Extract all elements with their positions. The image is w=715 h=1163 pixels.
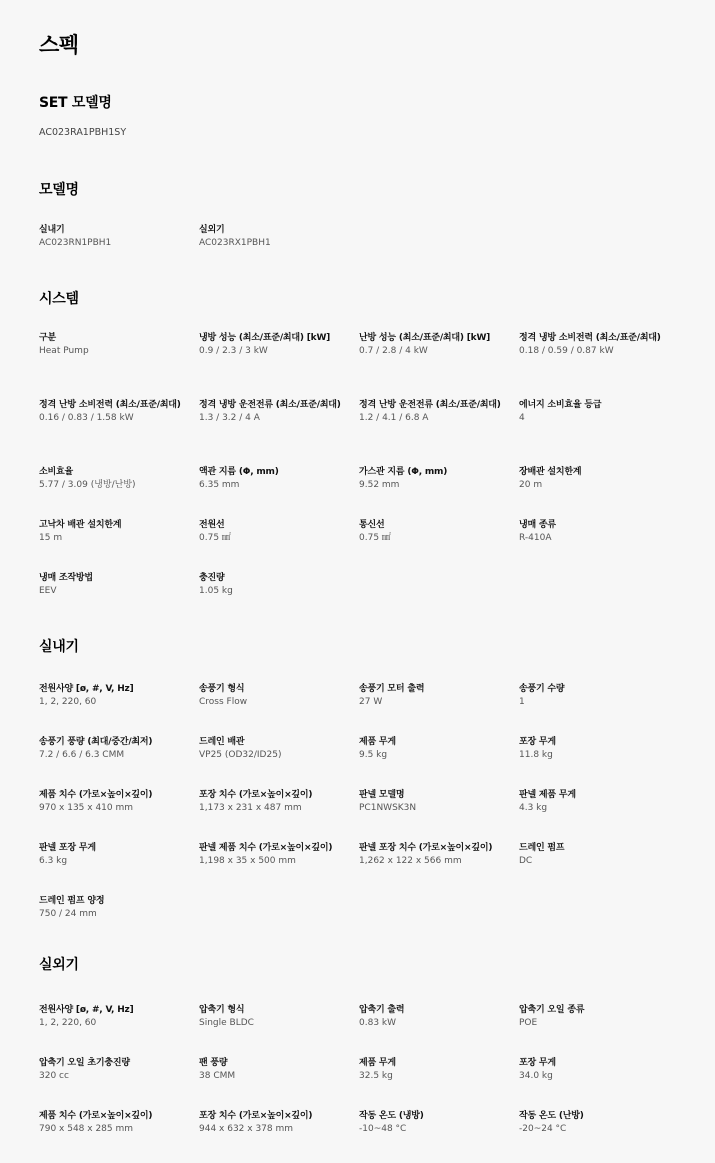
- model-grid: [39, 224, 679, 277]
- model-heading: 모델명: [39, 182, 79, 198]
- spec-label: 송풍기 풍량 (최대/중간/최저): [39, 737, 153, 747]
- spec-label: 전원사양 [ø, #, V, Hz]: [39, 684, 134, 694]
- spec-item: [39, 519, 199, 572]
- spec-item: [199, 736, 359, 789]
- spec-value: 1,198 x 35 x 500 mm: [199, 856, 296, 866]
- spec-label: 난방 성능 (최소/표준/최대) [kW]: [359, 333, 491, 343]
- spec-value: 6.35 mm: [199, 480, 240, 490]
- spec-value: POE: [519, 1018, 538, 1028]
- spec-item: [39, 789, 199, 842]
- spec-item: [199, 1004, 359, 1057]
- spec-item: [519, 789, 679, 842]
- spec-value: VP25 (OD32/ID25): [199, 750, 282, 760]
- spec-label: 냉방 성능 (최소/표준/최대) [kW]: [199, 333, 331, 343]
- spec-item: [199, 789, 359, 842]
- spec-value: -20~24 °C: [519, 1124, 567, 1134]
- spec-value: 790 x 548 x 285 mm: [39, 1124, 134, 1134]
- spec-value: 15 m: [39, 533, 63, 543]
- spec-item: [359, 736, 519, 789]
- spec-label: 드레인 펌프: [519, 843, 565, 853]
- indoor-heading: 실내기: [39, 639, 79, 655]
- spec-value: 27 W: [359, 697, 383, 707]
- spec-label: 압축기 형식: [199, 1005, 245, 1015]
- spec-label: 송풍기 모터 출력: [359, 684, 425, 694]
- spec-value: 11.8 kg: [519, 750, 553, 760]
- spec-value: 1,262 x 122 x 566 mm: [359, 856, 462, 866]
- spec-label: 냉매 조작방법: [39, 573, 93, 583]
- spec-value: 0.9 / 2.3 / 3 kW: [199, 346, 268, 356]
- spec-label: 냉매 종류: [519, 520, 556, 530]
- spec-value: 750 / 24 mm: [39, 909, 97, 919]
- spec-value: 20 m: [519, 480, 543, 490]
- spec-item: [519, 1004, 679, 1057]
- spec-item: [359, 1110, 519, 1163]
- spec-value: Heat Pump: [39, 346, 89, 356]
- spec-value: 1, 2, 220, 60: [39, 1018, 97, 1028]
- spec-item: [199, 399, 359, 466]
- spec-item: [519, 1110, 679, 1163]
- spec-item: [519, 842, 679, 895]
- spec-item: [359, 789, 519, 842]
- spec-label: 정격 난방 소비전력 (최소/표준/최대): [39, 400, 181, 410]
- spec-value: AC023RN1PBH1: [39, 238, 112, 248]
- spec-item: [39, 842, 199, 895]
- spec-label: 판넬 제품 무게: [519, 790, 576, 800]
- spec-label: 판넬 포장 치수 (가로×높이×깊이): [359, 843, 493, 853]
- spec-label: 정격 난방 운전전류 (최소/표준/최대): [359, 400, 501, 410]
- outdoor-grid: [39, 1004, 679, 1163]
- spec-item: [39, 736, 199, 789]
- spec-label: 포장 치수 (가로×높이×깊이): [199, 1111, 313, 1121]
- spec-value: 9.52 mm: [359, 480, 400, 490]
- spec-value: 34.0 kg: [519, 1071, 553, 1081]
- spec-label: 충진량: [199, 573, 225, 583]
- spec-value: 1, 2, 220, 60: [39, 697, 97, 707]
- spec-value: 7.2 / 6.6 / 6.3 CMM: [39, 750, 125, 760]
- spec-item: [519, 736, 679, 789]
- spec-label: 액관 지름 (Φ, mm): [199, 467, 279, 477]
- set-model-heading: SET 모델명: [39, 95, 112, 111]
- spec-value: 1.3 / 3.2 / 4 A: [199, 413, 260, 423]
- spec-label: 포장 무게: [519, 737, 556, 747]
- spec-label: 드레인 펌프 양정: [39, 896, 105, 906]
- spec-item: [39, 683, 199, 736]
- indoor-grid: [39, 683, 679, 948]
- spec-item: [199, 224, 359, 277]
- spec-item: [199, 519, 359, 572]
- spec-item: [199, 1057, 359, 1110]
- spec-item: [199, 572, 359, 625]
- spec-value: 38 CMM: [199, 1071, 236, 1081]
- spec-value: PC1NWSK3N: [359, 803, 417, 813]
- spec-label: 가스관 지름 (Φ, mm): [359, 467, 448, 477]
- spec-label: 작동 온도 (난방): [519, 1111, 584, 1121]
- spec-value: 944 x 632 x 378 mm: [199, 1124, 294, 1134]
- spec-item: [39, 572, 199, 625]
- spec-label: 소비효율: [39, 467, 73, 477]
- spec-value: 0.75 ㎟: [199, 533, 231, 543]
- spec-label: 전원사양 [ø, #, V, Hz]: [39, 1005, 134, 1015]
- spec-label: 제품 무게: [359, 737, 396, 747]
- spec-value: Cross Flow: [199, 697, 248, 707]
- spec-value: 4.3 kg: [519, 803, 548, 813]
- spec-label: 장배관 설치한계: [519, 467, 582, 477]
- spec-label: 전원선: [199, 520, 225, 530]
- spec-label: 송풍기 형식: [199, 684, 245, 694]
- spec-label: 송풍기 수량: [519, 684, 565, 694]
- spec-item: [519, 1057, 679, 1110]
- spec-value: AC023RX1PBH1: [199, 238, 271, 248]
- set-model-value: AC023RA1PBH1SY: [39, 127, 127, 138]
- spec-item: [39, 466, 199, 519]
- spec-value: 9.5 kg: [359, 750, 388, 760]
- spec-label: 판넬 모델명: [359, 790, 405, 800]
- spec-item: [359, 1057, 519, 1110]
- spec-item: [519, 399, 679, 466]
- spec-label: 판넬 제품 치수 (가로×높이×깊이): [199, 843, 333, 853]
- spec-label: 실외기: [199, 225, 225, 235]
- spec-item: [359, 519, 519, 572]
- spec-item: [199, 332, 359, 399]
- spec-item: [359, 332, 519, 399]
- spec-item: [199, 466, 359, 519]
- spec-value: 0.16 / 0.83 / 1.58 kW: [39, 413, 134, 423]
- spec-value: -10~48 °C: [359, 1124, 407, 1134]
- spec-label: 드레인 배관: [199, 737, 245, 747]
- spec-label: 정격 냉방 운전전류 (최소/표준/최대): [199, 400, 341, 410]
- spec-label: 압축기 오일 종류: [519, 1005, 585, 1015]
- spec-item: [199, 842, 359, 895]
- spec-value: 970 x 135 x 410 mm: [39, 803, 134, 813]
- spec-value: 1.2 / 4.1 / 6.8 A: [359, 413, 429, 423]
- spec-value: DC: [519, 856, 533, 866]
- spec-item: [39, 1057, 199, 1110]
- system-heading: 시스템: [39, 291, 79, 307]
- spec-item: [199, 1110, 359, 1163]
- spec-item: [39, 1004, 199, 1057]
- spec-label: 제품 무게: [359, 1058, 396, 1068]
- spec-value: 4: [519, 413, 525, 423]
- spec-label: 압축기 출력: [359, 1005, 405, 1015]
- spec-label: 판넬 포장 무게: [39, 843, 96, 853]
- spec-label: 에너지 소비효율 등급: [519, 400, 602, 410]
- spec-label: 포장 무게: [519, 1058, 556, 1068]
- spec-label: 포장 치수 (가로×높이×깊이): [199, 790, 313, 800]
- spec-item: [39, 895, 199, 948]
- outdoor-heading: 실외기: [39, 957, 79, 973]
- spec-value: 1,173 x 231 x 487 mm: [199, 803, 302, 813]
- spec-value: 5.77 / 3.09 (냉방/난방): [39, 480, 136, 490]
- page-title: 스펙: [39, 33, 79, 57]
- spec-item: [39, 1110, 199, 1163]
- spec-label: 구분: [39, 333, 56, 343]
- spec-item: [519, 519, 679, 572]
- spec-value: 0.7 / 2.8 / 4 kW: [359, 346, 428, 356]
- spec-item: [519, 466, 679, 519]
- spec-value: EEV: [39, 586, 57, 596]
- spec-value: 1.05 kg: [199, 586, 233, 596]
- spec-value: R-410A: [519, 533, 552, 543]
- spec-value: 0.18 / 0.59 / 0.87 kW: [519, 346, 614, 356]
- spec-label: 팬 풍량: [199, 1058, 228, 1068]
- spec-label: 정격 냉방 소비전력 (최소/표준/최대): [519, 333, 661, 343]
- spec-item: [359, 466, 519, 519]
- spec-label: 고낙차 배관 설치한계: [39, 520, 122, 530]
- system-grid: [39, 332, 679, 625]
- spec-label: 실내기: [39, 225, 65, 235]
- spec-value: 320 cc: [39, 1071, 69, 1081]
- spec-label: 통신선: [359, 520, 385, 530]
- spec-item: [359, 1004, 519, 1057]
- spec-item: [39, 224, 199, 277]
- spec-item: [199, 683, 359, 736]
- spec-label: 제품 치수 (가로×높이×깊이): [39, 790, 153, 800]
- spec-item: [39, 399, 199, 466]
- spec-label: 제품 치수 (가로×높이×깊이): [39, 1111, 153, 1121]
- spec-value: 0.75 ㎟: [359, 533, 391, 543]
- spec-item: [359, 399, 519, 466]
- spec-item: [359, 683, 519, 736]
- spec-item: [519, 332, 679, 399]
- spec-value: Single BLDC: [199, 1018, 254, 1028]
- spec-value: 6.3 kg: [39, 856, 68, 866]
- spec-label: 작동 온도 (냉방): [359, 1111, 424, 1121]
- spec-item: [39, 332, 199, 399]
- spec-item: [519, 683, 679, 736]
- spec-value: 1: [519, 697, 525, 707]
- spec-label: 압축기 오일 초기충진량: [39, 1058, 130, 1068]
- spec-item: [359, 842, 519, 895]
- spec-value: 32.5 kg: [359, 1071, 393, 1081]
- spec-value: 0.83 kW: [359, 1018, 397, 1028]
